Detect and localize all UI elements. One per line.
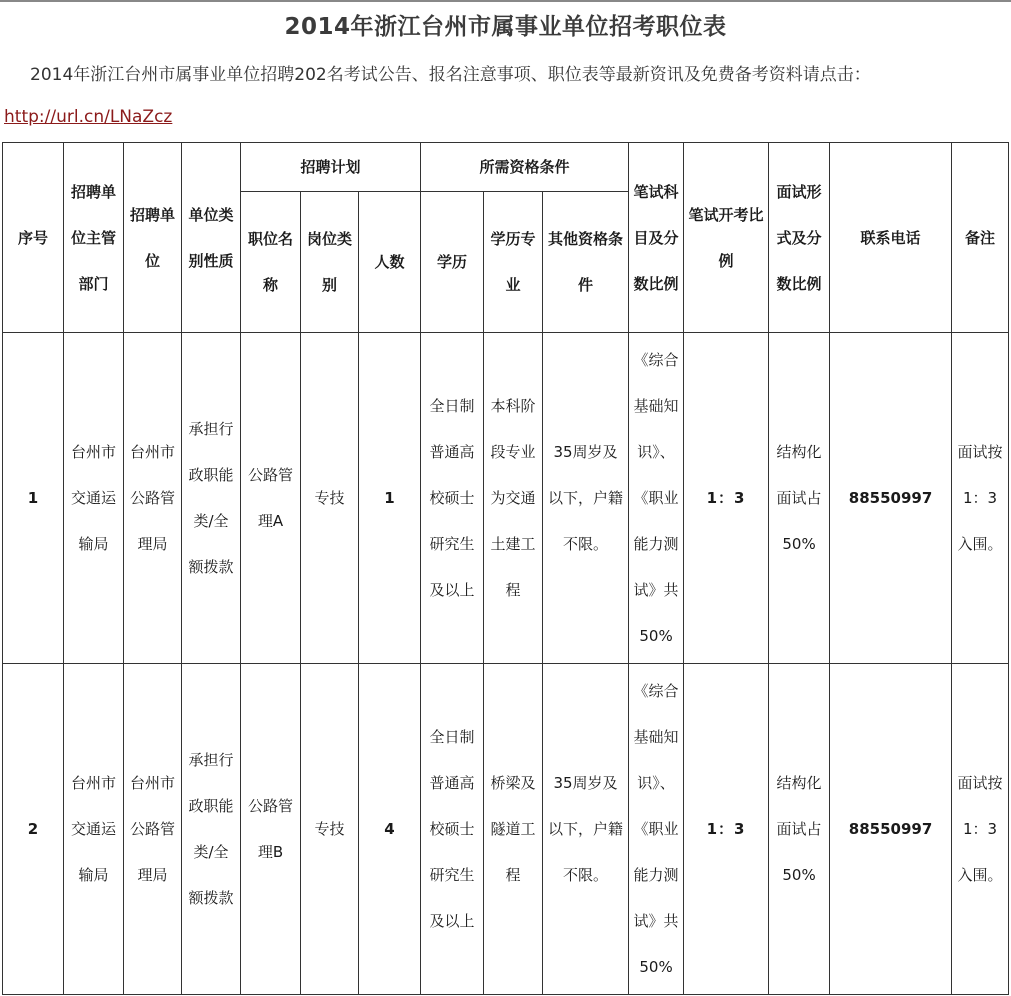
header-note: 备注 <box>952 143 1009 333</box>
header-interview: 面试形式及分数比例 <box>769 143 830 333</box>
cell-count: 1 <box>359 333 421 664</box>
cell-pos-cat: 专技 <box>301 664 359 995</box>
cell-other: 35周岁及以下，户籍不限。 <box>543 333 629 664</box>
cell-unit-type: 承担行政职能类/全额拨款 <box>182 333 241 664</box>
cell-seq: 1 <box>3 333 64 664</box>
header-pos-cat: 岗位类别 <box>301 192 359 333</box>
cell-major: 桥梁及隧道工程 <box>484 664 543 995</box>
header-exam-ratio: 笔试开考比例 <box>684 143 769 333</box>
cell-exam: 《综合基础知识》、《职业能力测试》共50% <box>629 664 684 995</box>
cell-seq: 2 <box>3 664 64 995</box>
cell-dept: 台州市交通运输局 <box>64 664 124 995</box>
header-other: 其他资格条件 <box>543 192 629 333</box>
header-exam: 笔试科目及分数比例 <box>629 143 684 333</box>
header-row-1 <box>3 143 1009 192</box>
cell-note: 面试按1：3入围。 <box>952 664 1009 995</box>
cell-pos-name: 公路管理B <box>241 664 301 995</box>
cell-other: 35周岁及以下，户籍不限。 <box>543 664 629 995</box>
cell-phone: 88550997 <box>830 333 952 664</box>
header-qual: 所需资格条件 <box>421 143 629 192</box>
header-phone: 联系电话 <box>830 143 952 333</box>
header-unit-type: 单位类别性质 <box>182 143 241 333</box>
cell-pos-cat: 专技 <box>301 333 359 664</box>
header-major: 学历专业 <box>484 192 543 333</box>
table-row <box>3 664 1009 995</box>
cell-edu: 全日制普通高校硕士研究生及以上 <box>421 664 484 995</box>
header-count: 人数 <box>359 192 421 333</box>
cell-exam-ratio: 1：3 <box>684 333 769 664</box>
cell-interview: 结构化面试占50% <box>769 664 830 995</box>
cell-phone: 88550997 <box>830 664 952 995</box>
header-dept: 招聘单位主管部门 <box>64 143 124 333</box>
top-divider <box>0 0 1011 2</box>
cell-edu: 全日制普通高校硕士研究生及以上 <box>421 333 484 664</box>
cell-dept: 台州市交通运输局 <box>64 333 124 664</box>
positions-table <box>2 142 1009 995</box>
table-row <box>3 333 1009 664</box>
info-link[interactable]: http://url.cn/LNaZcz <box>4 107 173 127</box>
cell-exam-ratio: 1：3 <box>684 664 769 995</box>
cell-count: 4 <box>359 664 421 995</box>
header-plan: 招聘计划 <box>241 143 421 192</box>
cell-interview: 结构化面试占50% <box>769 333 830 664</box>
cell-exam: 《综合基础知识》、《职业能力测试》共50% <box>629 333 684 664</box>
page-title: 2014年浙江台州市属事业单位招考职位表 <box>284 14 727 40</box>
cell-major: 本科阶段专业为交通土建工程 <box>484 333 543 664</box>
cell-unit-type: 承担行政职能类/全额拨款 <box>182 664 241 995</box>
header-pos-name: 职位名称 <box>241 192 301 333</box>
header-edu: 学历 <box>421 192 484 333</box>
cell-unit: 台州市公路管理局 <box>124 333 182 664</box>
header-unit: 招聘单位 <box>124 143 182 333</box>
header-seq: 序号 <box>3 143 64 333</box>
cell-pos-name: 公路管理A <box>241 333 301 664</box>
intro-text: 2014年浙江台州市属事业单位招聘202名考试公告、报名注意事项、职位表等最新资讯及免费备考资料请点击： <box>30 65 871 85</box>
cell-note: 面试按1：3入围。 <box>952 333 1009 664</box>
cell-unit: 台州市公路管理局 <box>124 664 182 995</box>
